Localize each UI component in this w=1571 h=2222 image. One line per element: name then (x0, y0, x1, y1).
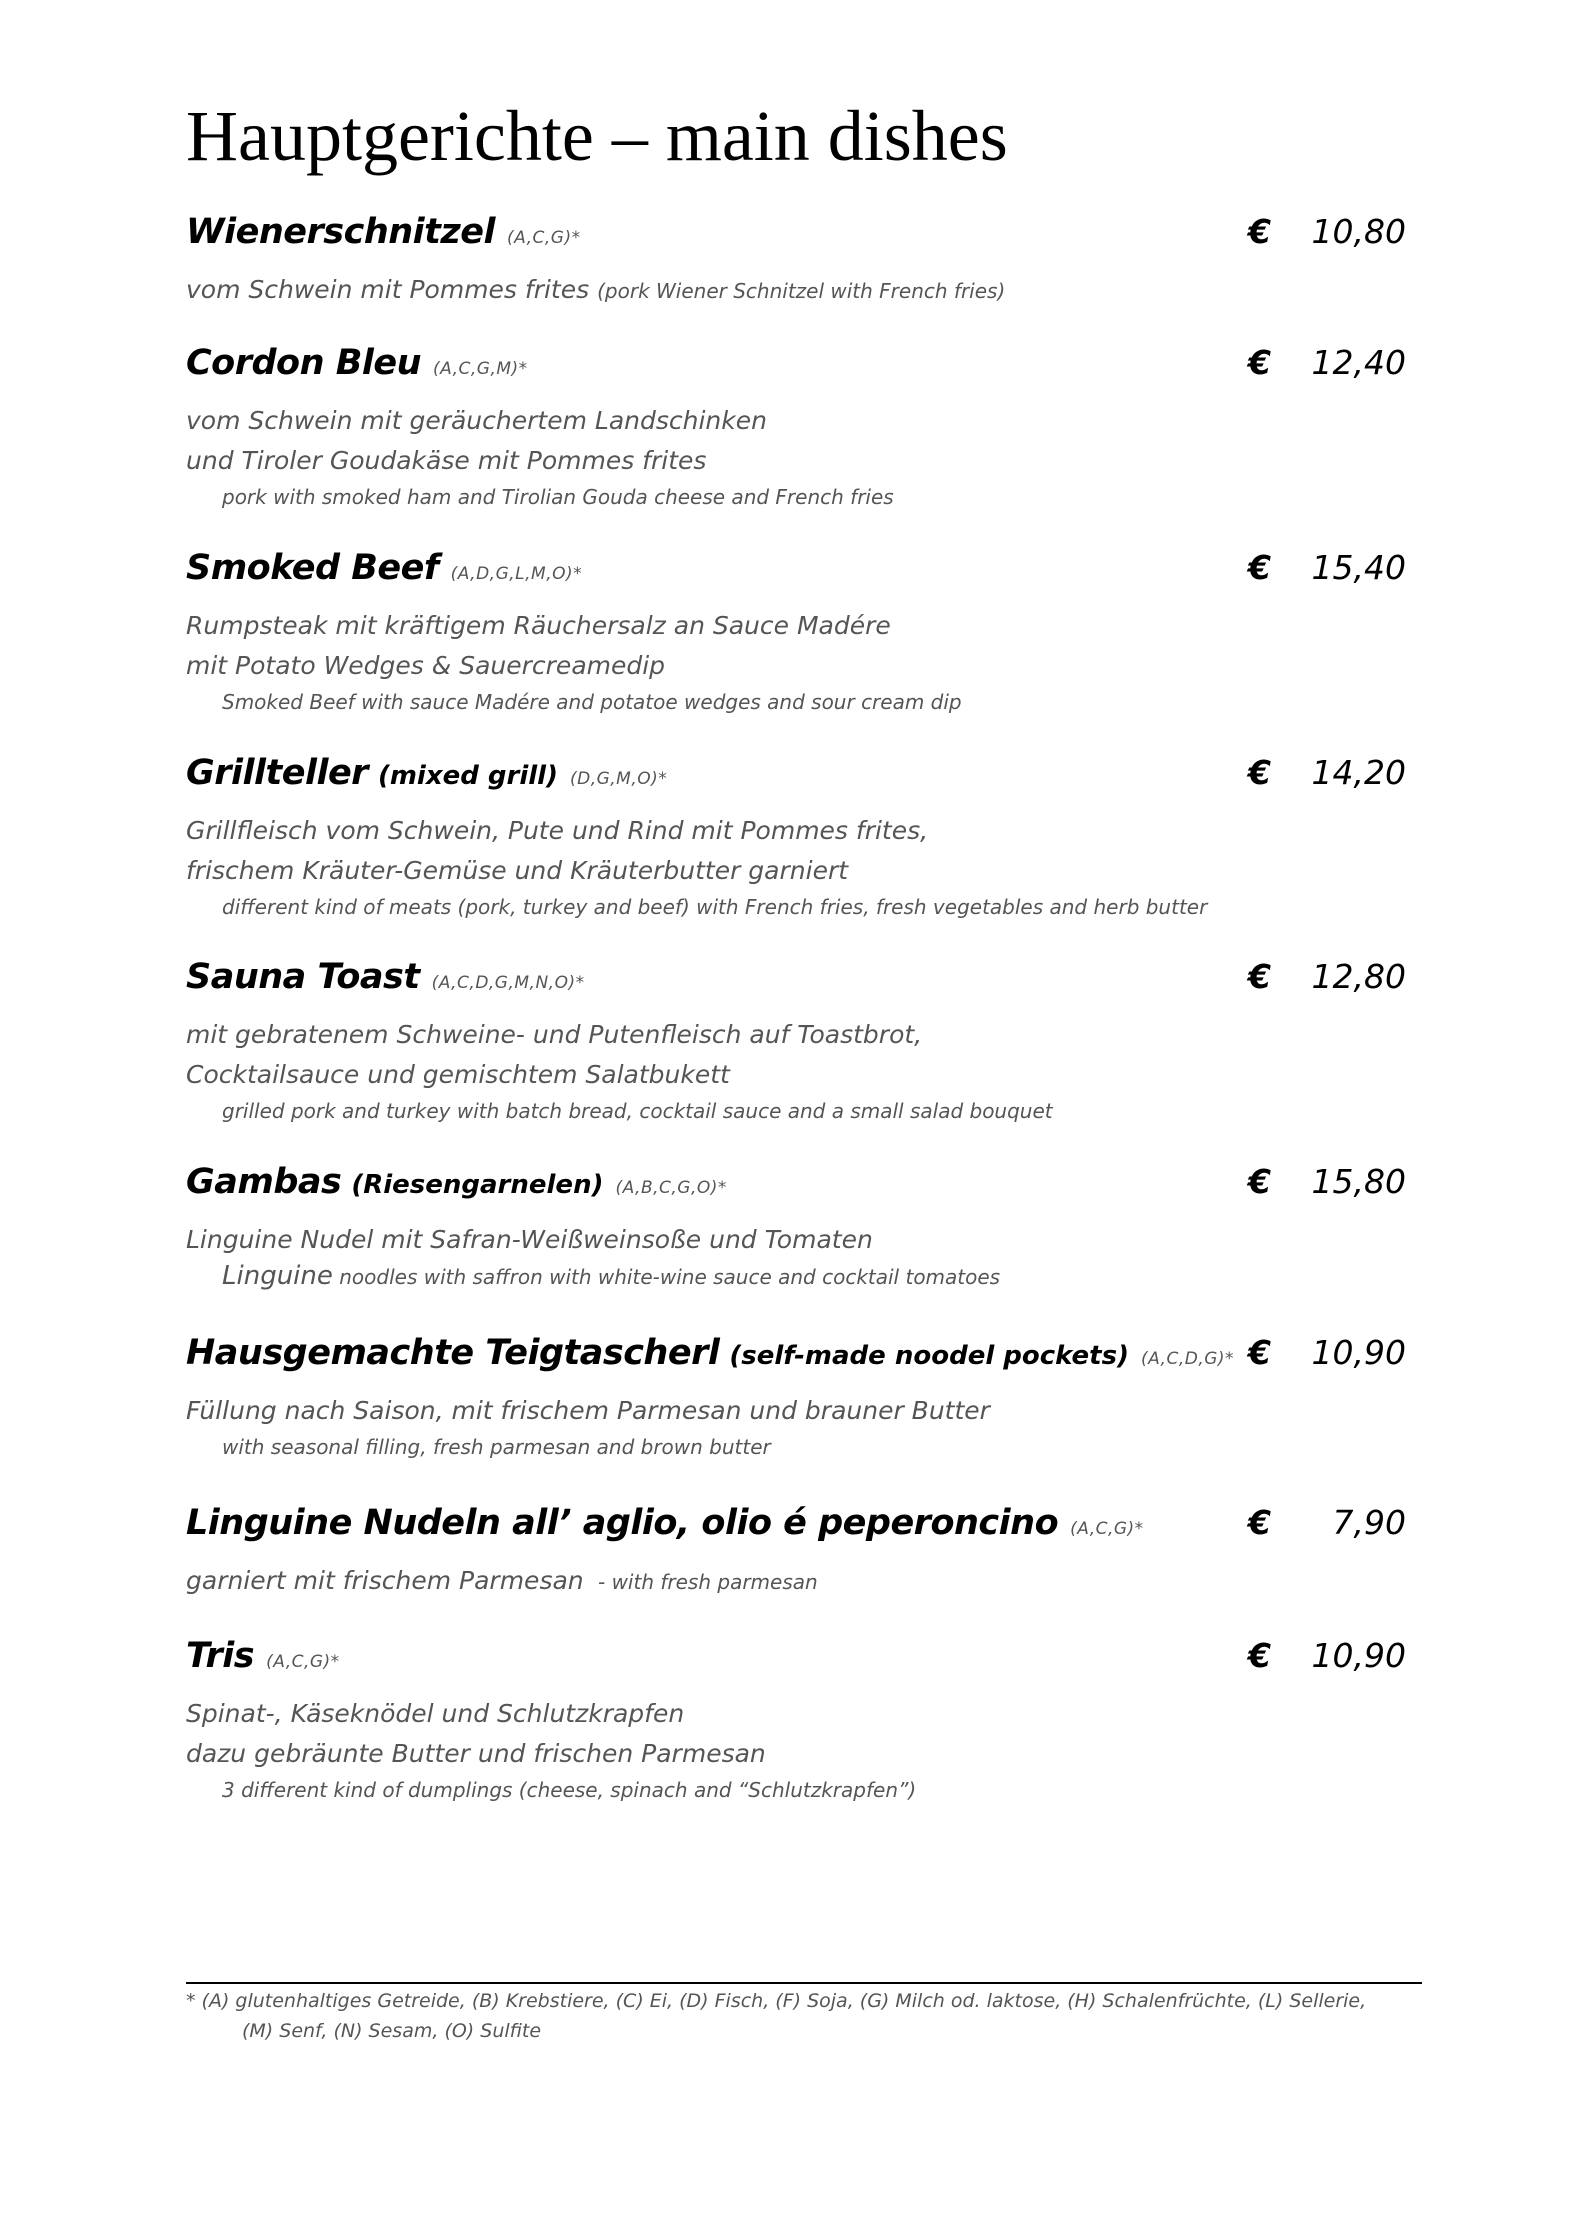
dish-grillteller (186, 753, 1406, 923)
dish-name: Gambas (186, 1162, 342, 1202)
dish-allergens: (A,C,G)* (266, 1652, 340, 1672)
dish-allergens: (A,B,C,G,O)* (615, 1178, 727, 1198)
dish-name: Wienerschnitzel (186, 212, 496, 252)
allergen-footnote-line1: * (A) glutenhaltiges Getreide, (B) Krebstiere, (C) Ei, (D) Fisch, (F) Soja, (G) Milch od. laktose, (H) Schalenfrüchte, (L) Sellerie, (186, 1990, 1367, 2012)
euro-sign: € (1248, 212, 1271, 251)
dish-description-de: und Tiroler Goudakäse mit Pommes frites (186, 446, 707, 475)
dish-description-en: Smoked Beef with sauce Madére and potatoe wedges and sour cream dip (222, 690, 962, 714)
dish-description-en: 3 different kind of dumplings (cheese, spinach and “Schlutzkrapfen”) (222, 1778, 917, 1802)
euro-sign: € (1248, 343, 1271, 382)
dish-allergens: (A,C,G)* (507, 228, 581, 248)
dish-name: Sauna Toast (186, 957, 420, 997)
dish-description-de: Rumpsteak mit kräftigem Räuchersalz an Sauce Madére (186, 611, 891, 640)
euro-sign: € (1248, 957, 1271, 996)
dish-description-en: grilled pork and turkey with batch bread, cocktail sauce and a small salad bouquet (222, 1099, 1053, 1123)
dish-price: 12,80 (1311, 957, 1406, 996)
dish-description-de: garniert mit frischem Parmesan - with fresh parmesan (186, 1566, 818, 1595)
dish-allergens: (A,C,D,G)* (1140, 1349, 1235, 1369)
page-title: Hauptgerichte – main dishes (186, 96, 1008, 176)
dish-subtitle: (Riesengarnelen) (351, 1170, 604, 1200)
dish-name: Smoked Beef (186, 548, 439, 588)
euro-sign: € (1248, 753, 1271, 792)
dish-allergens: (A,C,G)* (1070, 1519, 1144, 1539)
dish-description-de: Cocktailsauce und gemischtem Salatbukett (186, 1060, 730, 1089)
dish-name: Grillteller (186, 753, 368, 793)
dish-description-en: (pork Wiener Schnitzel with French fries) (597, 279, 1006, 303)
dish-price: 10,80 (1311, 212, 1406, 251)
dish-name: Linguine Nudeln all’ aglio, olio é peperoncino (186, 1503, 1059, 1543)
dish-allergens: (A,C,D,G,M,N,O)* (431, 973, 585, 993)
euro-sign: € (1248, 1503, 1271, 1542)
dish-subtitle: (mixed grill) (377, 761, 558, 791)
dish-description-de: Füllung nach Saison, mit frischem Parmesan und brauner Butter (186, 1396, 990, 1425)
dish-price: 10,90 (1311, 1333, 1406, 1372)
dish-wienerschnitzel (186, 212, 1406, 311)
dish-linguine (186, 1503, 1406, 1602)
dish-name: Cordon Bleu (186, 343, 422, 383)
dish-description-de: mit gebratenem Schweine- und Putenfleisch auf Toastbrot, (186, 1020, 923, 1049)
dish-tris (186, 1636, 1406, 1806)
euro-sign: € (1248, 1162, 1271, 1201)
dish-description-de: Linguine Nudel mit Safran-Weißweinsoße und Tomaten (186, 1225, 873, 1254)
euro-sign: € (1248, 1333, 1271, 1372)
dish-description-de: vom Schwein mit geräuchertem Landschinken (186, 406, 767, 435)
dish-description-de: frischem Kräuter-Gemüse und Kräuterbutter garniert (186, 856, 849, 885)
dish-allergens: (A,D,G,L,M,O)* (450, 564, 583, 584)
dish-price: 14,20 (1311, 753, 1406, 792)
dish-description-en: with seasonal filling, fresh parmesan and brown butter (222, 1435, 771, 1459)
dish-price: 15,80 (1311, 1162, 1406, 1201)
dish-price: 7,90 (1332, 1503, 1406, 1542)
dish-teigtascherl (186, 1333, 1406, 1463)
dish-description-de: mit Potato Wedges & Sauercreamedip (186, 651, 666, 680)
dish-smoked-beef (186, 548, 1406, 718)
dish-description-de: Grillfleisch vom Schwein, Pute und Rind mit Pommes frites, (186, 816, 929, 845)
dish-description-de: Spinat-, Käseknödel und Schlutzkrapfen (186, 1699, 685, 1728)
allergen-footnote (186, 1986, 1426, 2046)
dish-gambas (186, 1162, 1406, 1293)
euro-sign: € (1248, 1636, 1271, 1675)
dish-allergens: (D,G,M,O)* (569, 769, 668, 789)
footer-divider (186, 1982, 1422, 1984)
dish-price: 10,90 (1311, 1636, 1406, 1675)
dish-allergens: (A,C,G,M)* (433, 359, 528, 379)
dish-cordon-bleu (186, 343, 1406, 513)
euro-sign: € (1248, 548, 1271, 587)
dish-price: 15,40 (1311, 548, 1406, 587)
dish-name: Hausgemachte Teigtascherl (186, 1333, 720, 1373)
dish-description-en: Linguine noodles with saffron with white-wine sauce and cocktail tomatoes (222, 1261, 1001, 1291)
dish-sauna-toast (186, 957, 1406, 1127)
dish-description-de: dazu gebräunte Butter und frischen Parmesan (186, 1739, 766, 1768)
dish-name: Tris (186, 1636, 255, 1676)
dish-subtitle: (self-made noodel pockets) (729, 1341, 1129, 1371)
dish-price: 12,40 (1311, 343, 1406, 382)
allergen-footnote-line2: (M) Senf, (N) Sesam, (O) Sulfite (242, 2020, 542, 2042)
dish-description-en: - with fresh parmesan (591, 1570, 818, 1594)
dish-description-en: different kind of meats (pork, turkey and beef) with French fries, fresh vegetables and herb butter (222, 895, 1208, 919)
dish-description-en: pork with smoked ham and Tirolian Gouda cheese and French fries (222, 485, 894, 509)
dish-description-de: vom Schwein mit Pommes frites (pork Wiener Schnitzel with French fries) (186, 275, 1006, 304)
